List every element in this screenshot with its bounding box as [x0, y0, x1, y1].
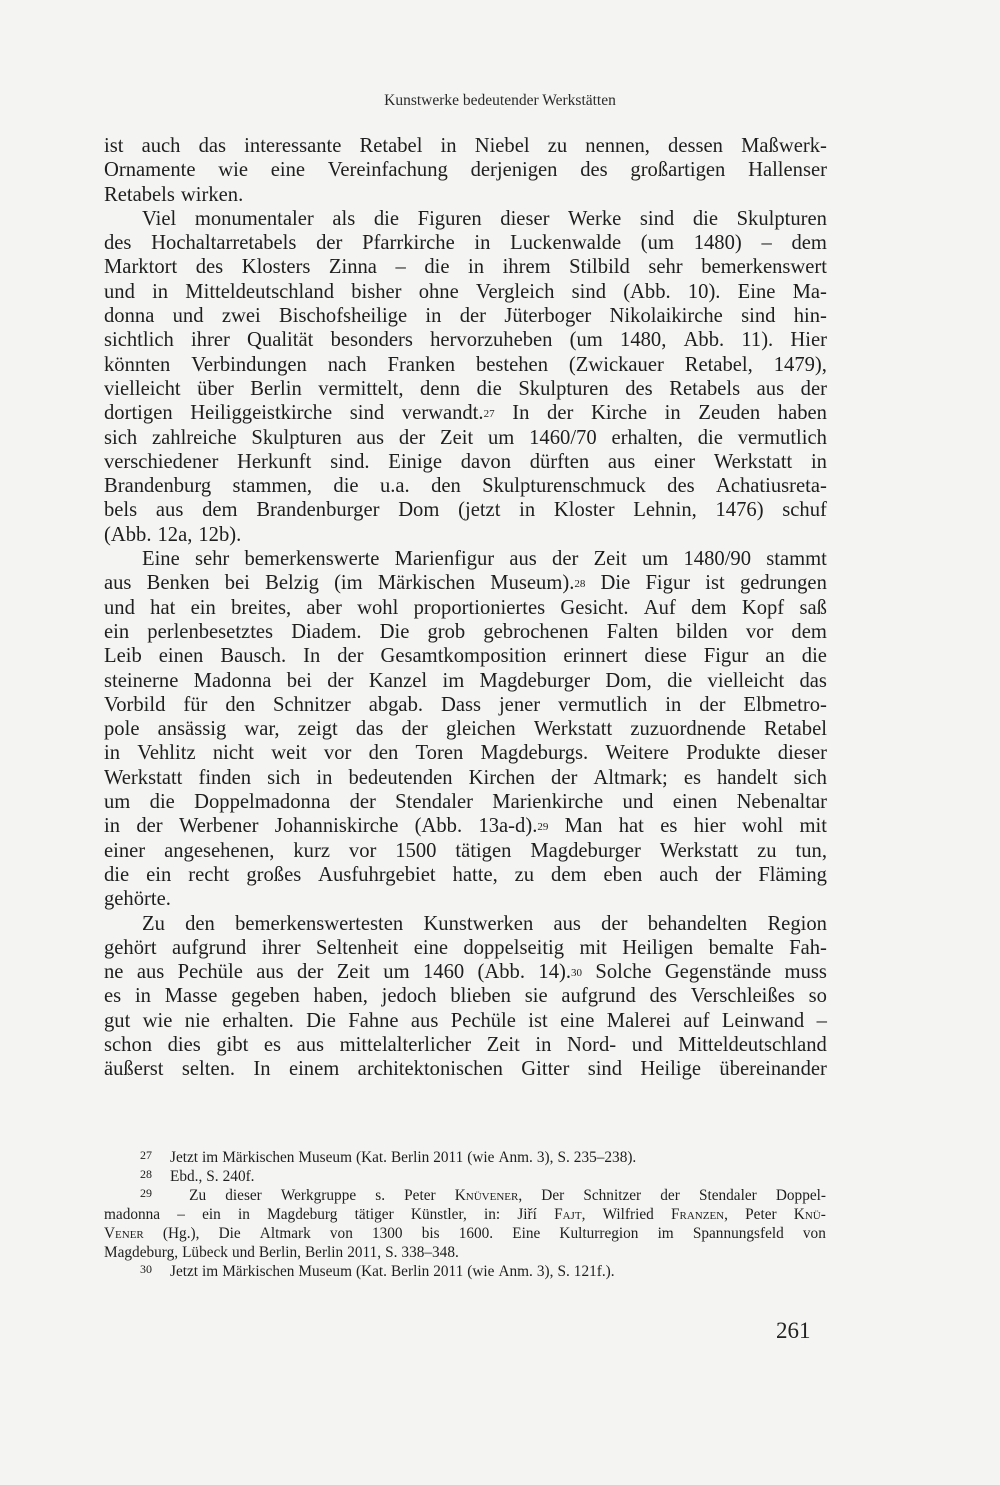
text-line: vielleicht über Berlin vermittelt, denn die Skulpturen des Retabels aus der [104, 377, 827, 400]
text-line: (Abb. 12a, 12b). [104, 523, 242, 546]
text-line: aus Benken bei Belzig (im Märkischen Museum).$^{28}$ Die Figur ist gedrungen [104, 572, 827, 595]
footnote-number: 27 [140, 1148, 152, 1162]
footnote-number: 30 [140, 1262, 152, 1276]
footnote-number: 28 [140, 1167, 152, 1181]
text-line: und hat ein breites, aber wohl proportioniertes Gesicht. Auf dem Kopf saß [104, 596, 827, 619]
footnote-ref: 30 [571, 967, 582, 980]
text-line: donna und zwei Bischofsheilige in der Jüterboger Nikolaikirche sind hin- [104, 305, 827, 328]
text-line: Brandenburg stammen, die u.a. den Skulpturenschmuck des Achatiusreta- [104, 475, 827, 498]
text-line: gut wie nie erhalten. Die Fahne aus Pechüle ist eine Malerei auf Leinwand – [104, 1009, 827, 1032]
text-line: ist auch das interessante Retabel in Niebel zu nennen, dessen Maßwerk- [104, 135, 827, 157]
footnote-ref: 29 [537, 821, 549, 834]
text-line: sich zahlreiche Skulpturen aus der Zeit um 1460/70 erhalten, die vermutlich [104, 426, 827, 449]
footnote-line: 27 Jetzt im Märkischen Museum (Kat. Berlin 2011 (wie Anm. 3), S. 235–238). [140, 1148, 637, 1166]
text-line: Viel monumentaler als die Figuren dieser Werke sind die Skulpturen [142, 207, 827, 230]
body-text [104, 134, 827, 1082]
text-line: dortigen Heiliggeistkirche sind verwandt.$^{27}$ In der Kirche in Zeuden haben [104, 402, 827, 425]
text-line: in Vehlitz nicht weit vor den Toren Magdeburgs. Weitere Produkte dieser [104, 742, 827, 765]
text-line: es in Masse gegeben haben, jedoch blieben sie aufgrund des Verschleißes so [104, 985, 827, 1008]
text-line: ne aus Pechüle aus der Zeit um 1460 (Abb. 14).$^{30}$ Solche Gegenstände muss [104, 961, 827, 984]
footnote-ref: 27 [483, 408, 495, 421]
text-line: gehörte. [104, 888, 171, 911]
text-line: Vorbild für den Schnitzer abgab. Dass jener vermutlich in der Elbmetro- [104, 693, 827, 716]
text-line: Eine sehr bemerkenswerte Marienfigur aus der Zeit um 1480/90 stammt [142, 548, 827, 571]
text-line: äußerst selten. In einem architektonischen Gitter sind Heilige übereinander [104, 1058, 827, 1081]
footnote-line: Vener (Hg.), Die Altmark von 1300 bis 1600. Eine Kulturregion im Spannungsfeld von [104, 1225, 826, 1242]
text-line: Ornamente wie eine Vereinfachung derjenigen des großartigen Hallenser [104, 159, 827, 182]
running-head: Kunstwerke bedeutender Werkstätten [384, 92, 616, 109]
footnote-line: 29 Zu dieser Werkgruppe s. Peter Knüvener, Der Schnitzer der Stendaler Doppel- [140, 1186, 826, 1204]
text-line: Zu den bemerkenswertesten Kunstwerken aus der behandelten Region [142, 912, 827, 935]
text-line: schon dies gibt es aus mittelalterlicher Zeit in Nord- und Mitteldeutschland [104, 1033, 827, 1056]
footnote-number: 29 [140, 1186, 152, 1200]
text-line: einer angesehenen, kurz vor 1500 tätigen Magdeburger Werkstatt zu tun, [104, 839, 827, 862]
text-line: Werkstatt finden sich in bedeutenden Kirchen der Altmark; es handelt sich [104, 766, 827, 789]
footnote-ref: 28 [574, 578, 586, 591]
footnote-line: 28 Ebd., S. 240f. [140, 1167, 255, 1185]
page-number: 261 [776, 1318, 811, 1343]
text-line: Marktort des Klosters Zinna – die in ihrem Stilbild sehr bemerkenswert [104, 256, 827, 279]
text-line: sichtlich ihrer Qualität besonders hervorzuheben (um 1480, Abb. 11). Hier [104, 329, 827, 352]
footnote-line: 30 Jetzt im Märkischen Museum (Kat. Berlin 2011 (wie Anm. 3), S. 121f.). [140, 1262, 615, 1280]
footnote-line: Magdeburg, Lübeck und Berlin, Berlin 2011, S. 338–348. [104, 1244, 459, 1261]
text-line: die ein recht großes Ausfuhrgebiet hatte, zu dem eben auch der Fläming [104, 863, 827, 886]
text-line: des Hochaltarretabels der Pfarrkirche in Luckenwalde (um 1480) – dem [104, 232, 827, 255]
text-line: gehört aufgrund ihrer Seltenheit eine doppelseitig mit Heiligen bemalte Fah- [104, 936, 827, 959]
footnotes [104, 1148, 826, 1281]
text-line: Leib einen Bausch. In der Gesamtkomposition erinnert diese Figur an die [104, 645, 827, 668]
text-line: steinerne Madonna bei der Kanzel im Magdeburger Dom, die vielleicht das [104, 669, 827, 692]
text-line: könnten Verbindungen nach Franken bestehen (Zwickauer Retabel, 1479), [104, 353, 827, 376]
footnote-line: madonna – ein in Magdeburg tätiger Künstler, in: Jiří Fajt, Wilfried Franzen, Peter Knü- [104, 1206, 826, 1223]
text-line: verschiedener Herkunft sind. Einige davon dürften aus einer Werkstatt in [104, 450, 827, 473]
text-line: ein perlenbesetztes Diadem. Die grob gebrochenen Falten bilden vor dem [104, 620, 827, 643]
text-line: pole ansässig war, zeigt das der gleichen Werkstatt zuzuordnende Retabel [104, 718, 827, 741]
text-line: bels aus dem Brandenburger Dom (jetzt in Kloster Lehnin, 1476) schuf [104, 499, 827, 522]
text-line: um die Doppelmadonna der Stendaler Marienkirche und einen Nebenaltar [104, 791, 827, 814]
text-line: und in Mitteldeutschland bisher ohne Vergleich sind (Abb. 10). Eine Ma- [104, 280, 827, 303]
text-line: in der Werbener Johanniskirche (Abb. 13a-d).$^{29}$ Man hat es hier wohl mit [104, 815, 827, 838]
text-line: Retabels wirken. [104, 183, 244, 206]
